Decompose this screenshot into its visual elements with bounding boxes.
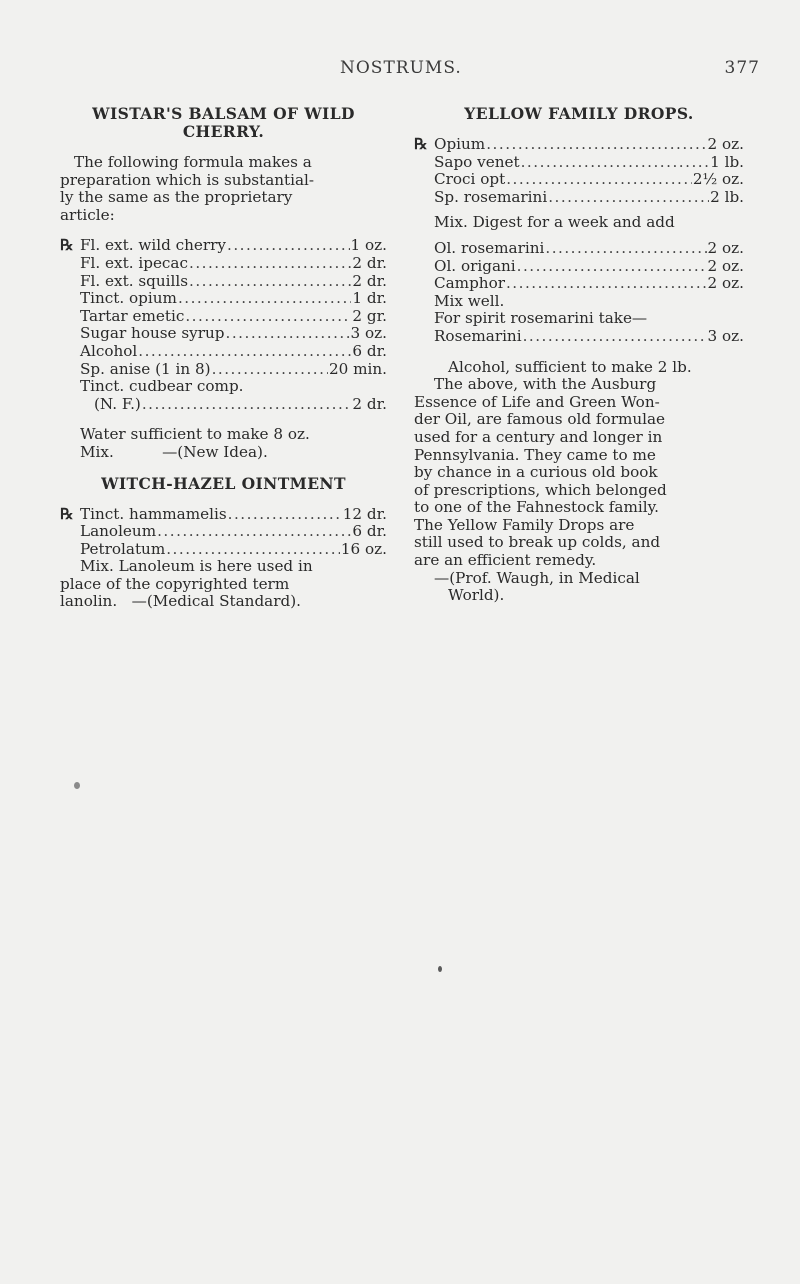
rx-symbol: ℞ <box>60 236 74 255</box>
recipe-list <box>60 506 387 559</box>
recipe-row: Sapo venet ..... 1 lb. <box>414 154 744 172</box>
ink-speck <box>438 966 442 972</box>
recipe-row: Tinct. cudbear comp. <box>80 377 244 396</box>
right-column <box>414 105 744 605</box>
recipe-list <box>414 240 744 293</box>
section-title-yellow-family-drops: YELLOW FAMILY DROPS. <box>464 104 694 123</box>
recipe-row: Ol. origani ..... 2 oz. <box>414 258 744 276</box>
source-credit: —(Prof. Waugh, in Medical World). <box>434 568 640 605</box>
mix-well-line: Mix well. <box>434 291 505 310</box>
running-title: NOSTRUMS. <box>340 58 462 78</box>
recipe-row: Tartar emetic ..... 2 gr. <box>60 308 387 326</box>
recipe-row: ℞ Fl. ext. wild cherry ..... 1 oz. <box>60 237 387 255</box>
recipe-row: Fl. ext. squills ..... 2 dr. <box>60 273 387 291</box>
recipe-row: Tinct. opium ..... 1 dr. <box>60 290 387 308</box>
recipe-row: Petrolatum ..... 16 oz. <box>60 541 387 559</box>
recipe-list <box>414 136 744 206</box>
recipe-row: (N. F.) ..... 2 dr. <box>60 396 387 414</box>
alcohol-line: Alcohol, sufficient to make 2 lb. <box>448 357 692 376</box>
recipe-row: Alcohol ..... 6 dr. <box>60 343 387 361</box>
page-header <box>60 58 760 82</box>
recipe-row: Lanoleum ..... 6 dr. <box>60 523 387 541</box>
section-title-wistars-balsam: WISTAR'S BALSAM OF WILD CHERRY. <box>92 104 355 141</box>
recipe-row: Fl. ext. ipecac ..... 2 dr. <box>60 255 387 273</box>
recipe-list <box>60 237 387 413</box>
digest-line: Mix. Digest for a week and add <box>434 213 675 232</box>
recipe-row: Camphor ..... 2 oz. <box>414 275 744 293</box>
recipe-row: ℞ Opium ..... 2 oz. <box>414 136 744 154</box>
note-paragraph: Mix. Lanoleum is here used in place of the copyrighted term lanolin. —(Medical Standard). <box>60 557 313 611</box>
recipe-row: ℞ Tinct. hammamelis ..... 12 dr. <box>60 506 387 524</box>
water-line: Water sufficient to make 8 oz. <box>80 425 310 444</box>
rx-symbol: ℞ <box>60 504 74 523</box>
recipe-row: Sp. anise (1 in 8) ..... 20 min. <box>60 361 387 379</box>
left-column <box>60 105 387 611</box>
section-title-witch-hazel: WITCH-HAZEL OINTMENT <box>101 473 346 493</box>
recipe-row: Sp. rosemarini ..... 2 lb. <box>414 189 744 207</box>
page-number: 377 <box>724 58 760 78</box>
recipe-row: Sugar house syrup ..... 3 oz. <box>60 325 387 343</box>
recipe-row: Croci opt ..... 2½ oz. <box>414 171 744 189</box>
ink-speck <box>74 782 80 789</box>
rx-symbol: ℞ <box>414 135 428 153</box>
recipe-row: Rosemarini ..... 3 oz. <box>414 328 744 346</box>
recipe-row: Ol. rosemarini ..... 2 oz. <box>414 240 744 258</box>
body-paragraph: The above, with the Ausburg Essence of Life and Green Won- der Oil, are famous old formulae used for a century and longer in Pennsylvania. They came to me by chance in a curious old book of prescriptions, which belonged to one of the Fahnestock family. The Yellow Family Drops are still used to break up colds, and are an efficient remedy. <box>414 375 667 570</box>
intro-paragraph: The following formula makes a preparation which is substantial- ly the same as the proprietary article: <box>60 153 315 224</box>
spirit-line: For spirit rosemarini take— <box>434 309 648 328</box>
mix-line: Mix. —(New Idea). <box>80 442 268 461</box>
